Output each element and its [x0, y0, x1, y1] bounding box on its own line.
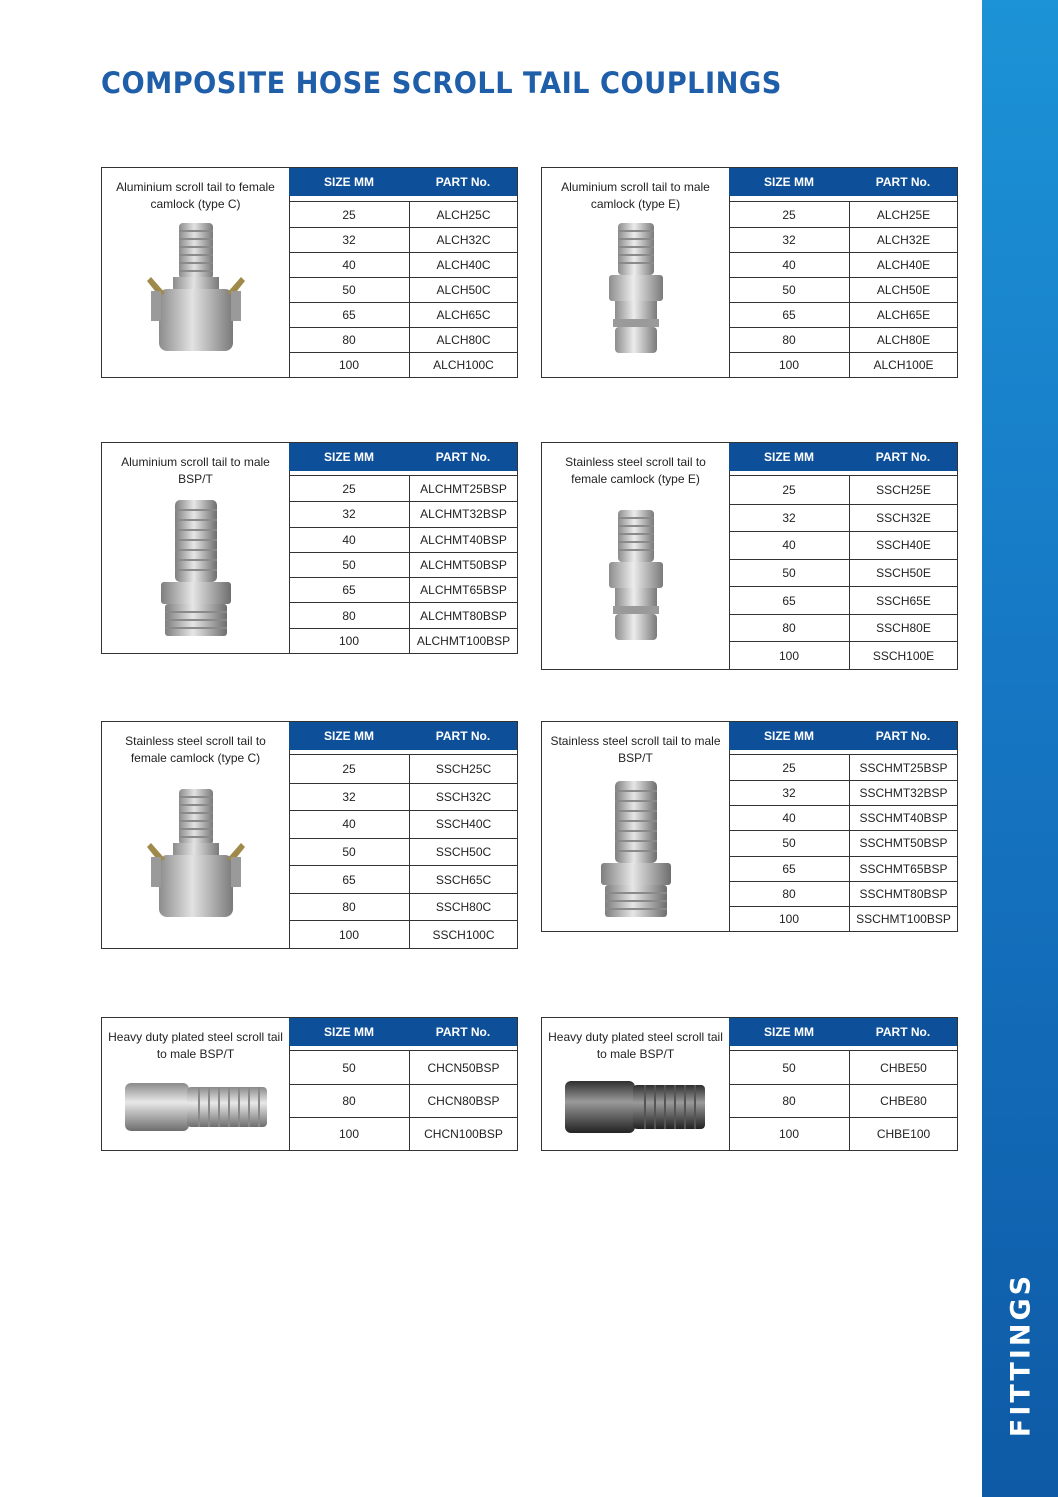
size-cell: 65 — [729, 857, 850, 881]
product-card — [541, 167, 958, 378]
part-number-cell: ALCH80C — [436, 333, 491, 347]
product-card — [101, 442, 518, 654]
size-cell: 50 — [289, 553, 410, 577]
table-row — [729, 1084, 957, 1117]
part-header: PART No. — [435, 729, 491, 743]
product-card — [541, 1017, 958, 1151]
product-card — [101, 1017, 518, 1151]
part-number-cell: SSCH50C — [435, 844, 492, 859]
table-row — [729, 1051, 957, 1084]
table-row — [289, 552, 517, 577]
table-body — [729, 475, 957, 669]
size-cell: 50 — [289, 1051, 410, 1084]
table-row — [289, 1117, 517, 1150]
part-table — [289, 722, 517, 948]
table-row — [289, 1084, 517, 1117]
table-header — [289, 443, 517, 471]
part-header: PART No. — [875, 1025, 931, 1039]
part-number-cell: ALCHMT32BSP — [420, 507, 507, 522]
part-number-cell: CHBE100 — [876, 1127, 931, 1141]
table-header — [289, 168, 517, 196]
table-row — [729, 856, 957, 881]
size-cell: 80 — [289, 894, 410, 921]
horizontal-scroll-tail-icon — [102, 1068, 289, 1146]
part-number-cell: ALCHMT50BSP — [420, 557, 507, 572]
size-header: SIZE MM — [764, 450, 814, 464]
part-table — [289, 1018, 517, 1150]
male-bsp-tail-icon — [542, 774, 729, 924]
size-cell: 65 — [729, 303, 850, 327]
table-body — [289, 201, 517, 377]
size-cell: 25 — [289, 755, 410, 783]
table-row — [289, 920, 517, 948]
table-row — [729, 476, 957, 504]
size-cell: 65 — [729, 587, 850, 614]
size-cell: 65 — [289, 578, 410, 602]
part-number-cell: ALCH50E — [876, 283, 931, 297]
size-cell: 32 — [289, 228, 410, 252]
table-row — [729, 780, 957, 805]
part-table — [289, 443, 517, 653]
table-row — [289, 628, 517, 653]
size-header: SIZE MM — [324, 729, 374, 743]
product-description: Stainless steel scroll tail to female camlock (type E) — [565, 455, 706, 486]
table-row — [289, 577, 517, 602]
table-header — [729, 1018, 957, 1046]
size-cell: 40 — [729, 532, 850, 559]
table-row — [289, 865, 517, 893]
part-number-cell: ALCH32C — [436, 233, 491, 247]
size-cell: 80 — [729, 328, 850, 352]
part-number-cell: ALCH65E — [876, 308, 931, 322]
part-number-cell: SSCHMT80BSP — [859, 886, 948, 901]
page-title: COMPOSITE HOSE SCROLL TAIL COUPLINGS — [101, 66, 782, 100]
table-row — [729, 277, 957, 302]
part-number-cell: ALCH100E — [873, 358, 934, 372]
size-header: SIZE MM — [764, 729, 814, 743]
part-table — [289, 168, 517, 377]
table-row — [289, 527, 517, 552]
size-header: SIZE MM — [324, 175, 374, 189]
male-camlock-adaptor-icon — [542, 218, 729, 358]
product-info — [542, 722, 730, 931]
part-table — [729, 443, 957, 669]
product-description: Heavy duty plated steel scroll tail to male BSP/T — [108, 1030, 283, 1061]
size-cell: 50 — [289, 278, 410, 302]
part-number-cell: SSCH40E — [876, 538, 931, 553]
part-number-cell: ALCH100C — [433, 358, 494, 372]
part-number-cell: SSCH80C — [435, 900, 492, 915]
part-number-cell: SSCH25C — [435, 761, 492, 776]
part-number-cell: ALCH40E — [876, 258, 931, 272]
size-cell: 32 — [729, 505, 850, 532]
part-number-cell: ALCH65C — [436, 308, 491, 322]
table-row — [289, 476, 517, 501]
table-row — [729, 906, 957, 931]
part-number-cell: ALCHMT80BSP — [420, 608, 507, 623]
part-header: PART No. — [875, 175, 931, 189]
table-row — [729, 805, 957, 830]
part-number-cell: SSCH100E — [872, 648, 935, 663]
size-cell: 40 — [729, 253, 850, 277]
table-body — [729, 754, 957, 931]
part-number-cell: SSCHMT25BSP — [859, 760, 948, 775]
table-row — [729, 830, 957, 855]
size-cell: 25 — [289, 202, 410, 227]
size-cell: 80 — [729, 1085, 850, 1117]
size-cell: 80 — [289, 328, 410, 352]
size-cell: 80 — [289, 1085, 410, 1117]
part-number-cell: SSCH25E — [876, 482, 931, 497]
size-cell: 32 — [289, 784, 410, 811]
product-info — [102, 1018, 290, 1150]
size-header: SIZE MM — [764, 1025, 814, 1039]
part-header: PART No. — [435, 1025, 491, 1039]
size-cell: 100 — [289, 1118, 410, 1150]
table-row — [729, 302, 957, 327]
table-body — [289, 754, 517, 948]
table-row — [729, 586, 957, 614]
table-row — [289, 327, 517, 352]
table-body — [729, 201, 957, 377]
part-number-cell: CHCN100BSP — [424, 1127, 503, 1141]
table-header — [289, 1018, 517, 1046]
table-row — [729, 755, 957, 780]
size-cell: 32 — [729, 781, 850, 805]
size-cell: 65 — [289, 866, 410, 893]
part-number-cell: ALCH32E — [876, 233, 931, 247]
size-cell: 25 — [729, 755, 850, 780]
product-card — [541, 442, 958, 670]
part-header: PART No. — [875, 729, 931, 743]
table-row — [729, 327, 957, 352]
part-number-cell: ALCH80E — [876, 333, 931, 347]
table-row — [729, 504, 957, 532]
table-row — [729, 1117, 957, 1150]
part-number-cell: ALCH50C — [436, 283, 491, 297]
size-cell: 100 — [289, 629, 410, 653]
part-number-cell: SSCH65E — [876, 593, 931, 608]
table-row — [289, 893, 517, 921]
table-row — [289, 227, 517, 252]
product-info — [102, 722, 290, 948]
part-table — [729, 1018, 957, 1150]
product-card — [101, 721, 518, 949]
product-info — [542, 168, 730, 377]
size-cell: 100 — [729, 353, 850, 377]
table-header — [729, 168, 957, 196]
size-cell: 32 — [289, 502, 410, 526]
part-number-cell: ALCHMT65BSP — [420, 583, 507, 598]
product-description: Aluminium scroll tail to female camlock (type C) — [116, 180, 275, 211]
part-number-cell: SSCH32C — [435, 789, 492, 804]
table-row — [729, 531, 957, 559]
product-info — [542, 1018, 730, 1150]
size-cell: 50 — [729, 1051, 850, 1084]
size-cell: 40 — [289, 811, 410, 838]
size-cell: 40 — [289, 253, 410, 277]
part-number-cell: SSCHMT50BSP — [859, 836, 948, 851]
product-card — [101, 167, 518, 378]
size-cell: 100 — [729, 1118, 850, 1150]
part-header: PART No. — [435, 450, 491, 464]
female-camlock-coupling-icon — [102, 774, 289, 934]
table-body — [729, 1050, 957, 1150]
product-description: Aluminium scroll tail to male camlock (type E) — [561, 180, 710, 211]
table-row — [289, 838, 517, 866]
table-row — [289, 277, 517, 302]
table-body — [289, 475, 517, 653]
size-cell: 65 — [289, 303, 410, 327]
table-header — [729, 722, 957, 750]
size-cell: 80 — [289, 603, 410, 627]
table-row — [289, 501, 517, 526]
product-info — [542, 443, 730, 669]
part-number-cell: SSCHMT65BSP — [859, 861, 948, 876]
table-row — [729, 202, 957, 227]
table-row — [729, 252, 957, 277]
male-bsp-tail-icon — [102, 495, 289, 640]
table-row — [289, 252, 517, 277]
table-row — [289, 755, 517, 783]
table-row — [289, 783, 517, 811]
table-row — [729, 641, 957, 669]
product-info — [102, 168, 290, 377]
size-cell: 32 — [729, 228, 850, 252]
size-cell: 25 — [729, 476, 850, 504]
size-cell: 50 — [729, 560, 850, 587]
part-number-cell: ALCHMT40BSP — [420, 532, 507, 547]
part-number-cell: SSCHMT40BSP — [859, 811, 948, 826]
part-header: PART No. — [435, 175, 491, 189]
horizontal-scroll-tail-dark-icon — [542, 1068, 729, 1146]
size-cell: 100 — [289, 353, 410, 377]
size-cell: 50 — [729, 831, 850, 855]
product-description: Aluminium scroll tail to male BSP/T — [121, 455, 270, 486]
table-row — [729, 227, 957, 252]
product-info — [102, 443, 290, 653]
size-cell: 50 — [729, 278, 850, 302]
table-header — [289, 722, 517, 750]
size-cell: 100 — [289, 921, 410, 948]
size-cell: 50 — [289, 839, 410, 866]
size-cell: 100 — [729, 907, 850, 931]
part-number-cell: CHCN80BSP — [427, 1094, 500, 1108]
part-number-cell: ALCHMT100BSP — [416, 633, 511, 648]
product-description: Stainless steel scroll tail to female camlock (type C) — [125, 734, 266, 765]
size-cell: 40 — [729, 806, 850, 830]
size-cell: 100 — [729, 642, 850, 669]
part-number-cell: SSCH80E — [876, 621, 931, 636]
part-number-cell: SSCHMT100BSP — [856, 911, 951, 926]
part-number-cell: SSCH50E — [876, 565, 931, 580]
part-number-cell: ALCHMT25BSP — [420, 481, 507, 496]
size-cell: 80 — [729, 615, 850, 642]
size-cell: 80 — [729, 882, 850, 906]
table-row — [289, 602, 517, 627]
part-number-cell: ALCH25C — [436, 207, 491, 222]
female-camlock-coupling-icon — [102, 218, 289, 358]
table-body — [289, 1050, 517, 1150]
table-row — [289, 202, 517, 227]
section-label: FITTINGS — [1005, 1272, 1037, 1438]
part-table — [729, 168, 957, 377]
product-card — [541, 721, 958, 932]
size-cell: 25 — [729, 202, 850, 227]
table-row — [289, 352, 517, 377]
table-row — [289, 810, 517, 838]
male-camlock-adaptor-icon — [542, 495, 729, 655]
table-row — [289, 302, 517, 327]
part-table — [729, 722, 957, 931]
part-number-cell: CHBE80 — [880, 1094, 927, 1108]
part-number-cell: SSCHMT32BSP — [859, 786, 948, 801]
product-description: Stainless steel scroll tail to male BSP/T — [550, 734, 721, 765]
table-row — [729, 614, 957, 642]
table-row — [729, 881, 957, 906]
part-number-cell: ALCH40C — [436, 258, 491, 272]
product-description: Heavy duty plated steel scroll tail to male BSP/T — [548, 1030, 723, 1061]
part-header: PART No. — [875, 450, 931, 464]
part-number-cell: SSCH32E — [876, 510, 931, 525]
part-number-cell: CHBE50 — [880, 1060, 927, 1075]
part-number-cell: SSCH40C — [435, 817, 492, 832]
size-header: SIZE MM — [324, 450, 374, 464]
part-number-cell: ALCH25E — [876, 207, 931, 222]
table-row — [729, 559, 957, 587]
size-header: SIZE MM — [324, 1025, 374, 1039]
table-row — [289, 1051, 517, 1084]
size-header: SIZE MM — [764, 175, 814, 189]
size-cell: 40 — [289, 528, 410, 552]
part-number-cell: SSCH65C — [435, 872, 492, 887]
part-number-cell: SSCH100C — [432, 927, 495, 942]
table-header — [729, 443, 957, 471]
part-number-cell: CHCN50BSP — [427, 1060, 500, 1075]
size-cell: 25 — [289, 476, 410, 501]
table-row — [729, 352, 957, 377]
